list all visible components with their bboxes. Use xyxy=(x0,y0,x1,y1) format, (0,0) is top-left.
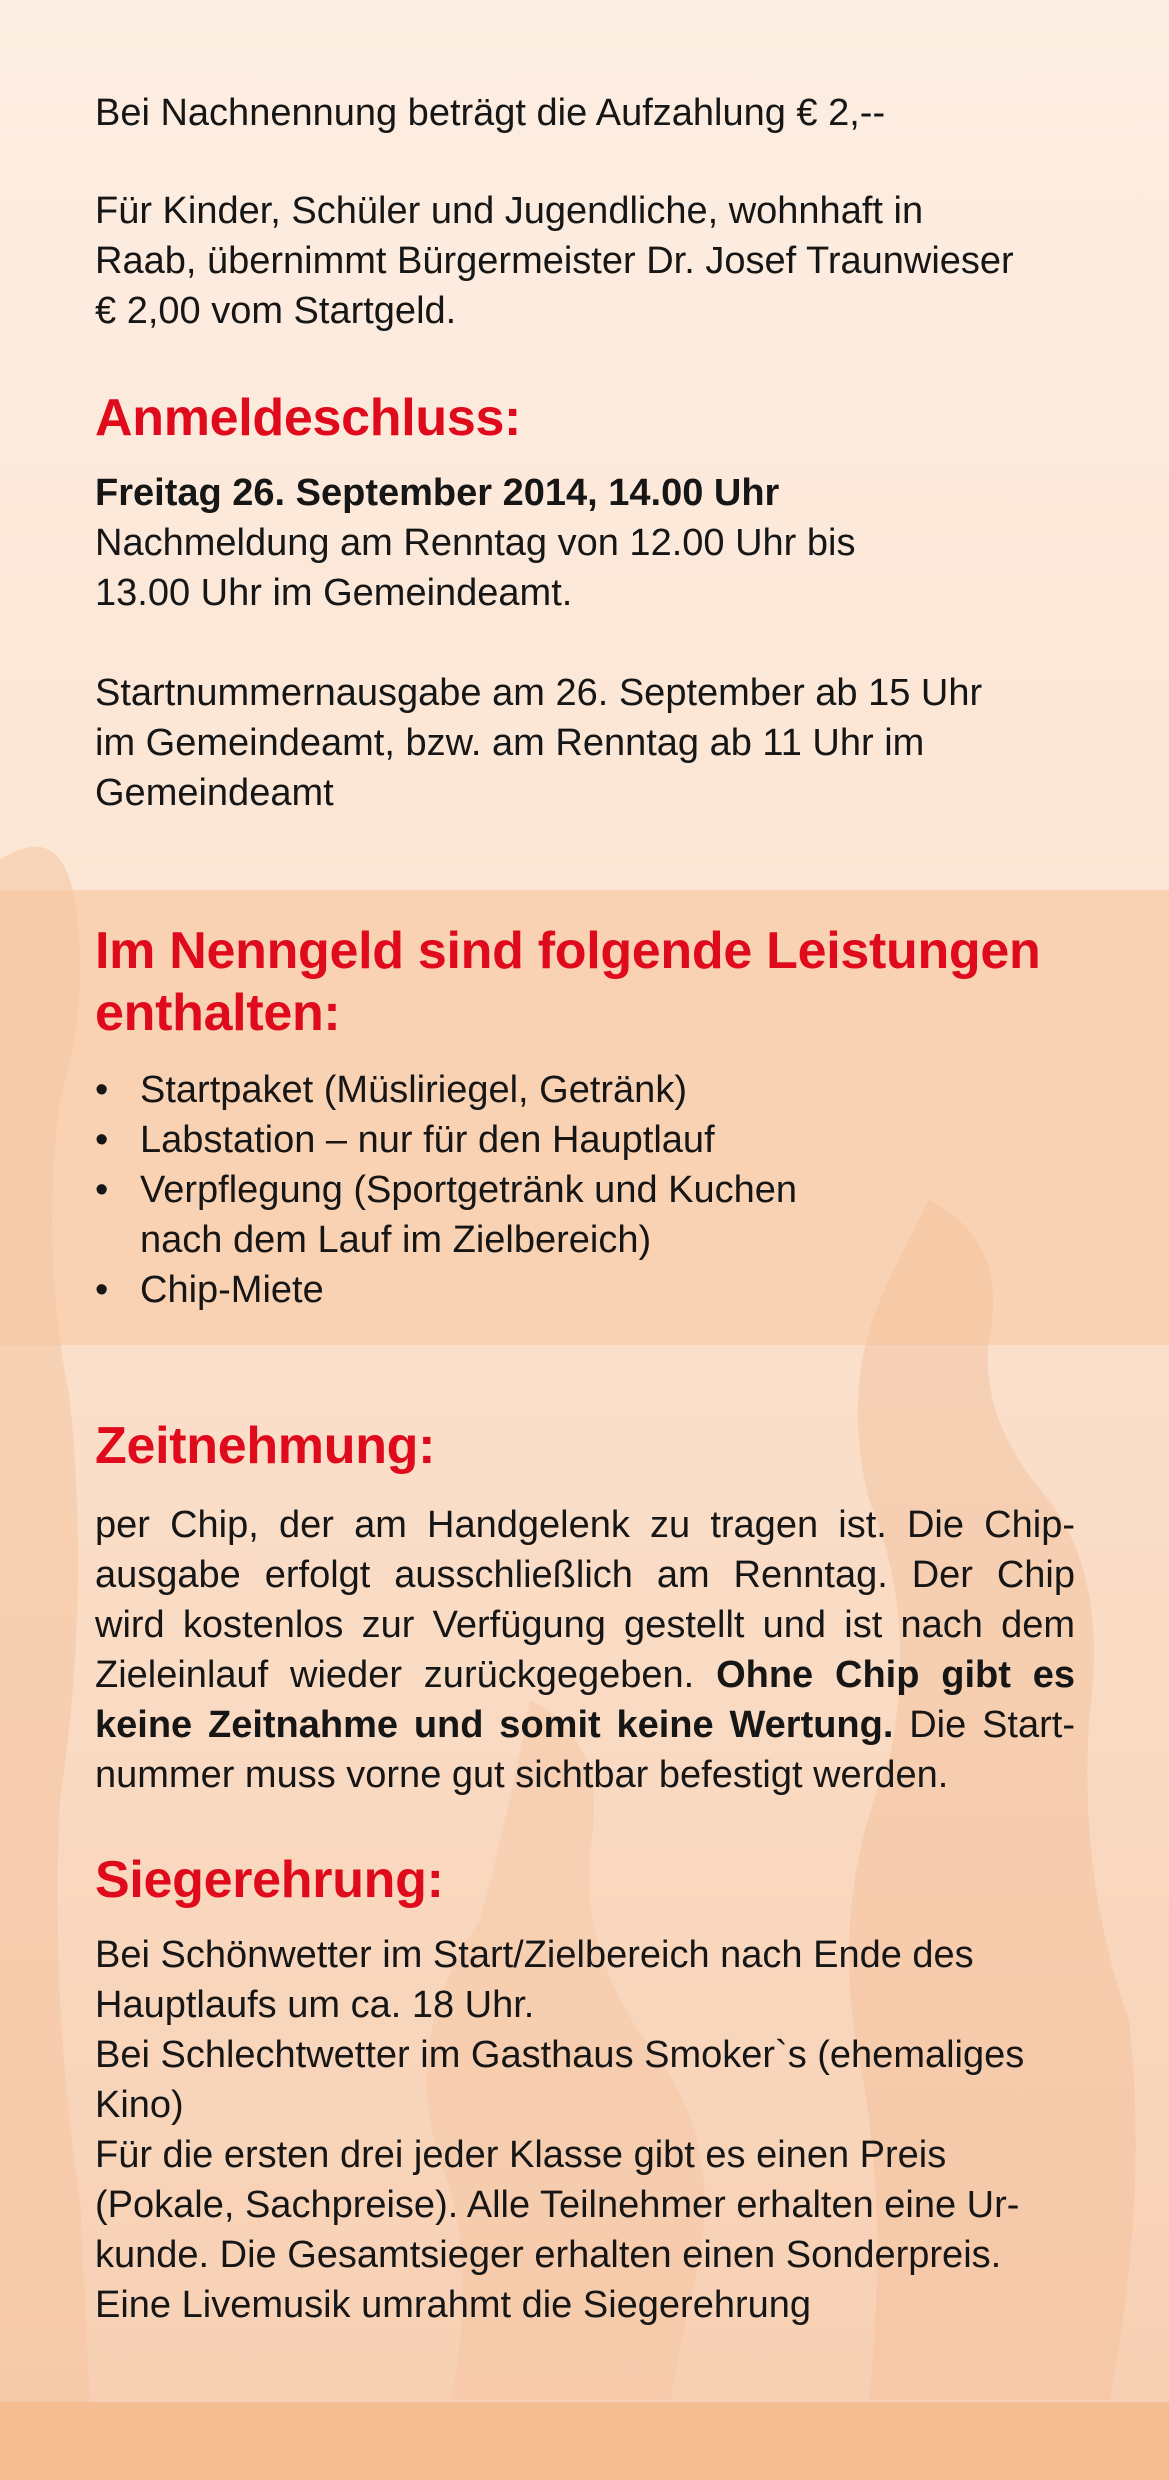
timing-warning: Ohne Chip gibt es keine Zeitnahme und somit keine Wertung. xyxy=(95,1654,1075,1746)
bullet-icon: • xyxy=(95,1069,109,1111)
bullet-icon: • xyxy=(95,1119,109,1161)
registration-deadline: Freitag 26. September 2014, 14.00 Uhr xyxy=(95,472,780,514)
services-heading: Im Nenngeld sind folgende Leistungen enthalten: xyxy=(95,922,1041,1042)
list-item: • Startpaket (Müsliriegel, Getränk) xyxy=(95,1065,797,1115)
ceremony-heading: Siegerehrung: xyxy=(95,1851,444,1909)
bullet-icon: • xyxy=(95,1169,109,1211)
services-list xyxy=(95,1065,797,1315)
registration-heading: Anmeldeschluss: xyxy=(95,389,522,447)
list-item: • Labstation – nur für den Hauptlauf xyxy=(95,1115,797,1165)
list-item-continuation: nach dem Lauf im Zielbereich) xyxy=(140,1219,652,1261)
list-item: • Chip-Miete xyxy=(95,1265,797,1315)
list-item: • Verpflegung (Sportgetränk und Kuchen nach dem Lauf im Zielbereich) xyxy=(95,1165,797,1265)
late-fee-text: Bei Nachnennung beträgt die Aufzahlung € 2,-- xyxy=(95,92,886,134)
kids-subsidy-text: Für Kinder, Schüler und Jugendliche, wohnhaft in Raab, übernimmt Bürgermeister Dr. Josef Traunwieser € 2,00 vom Startgeld. xyxy=(95,190,1014,332)
bullet-icon: • xyxy=(95,1269,109,1311)
bib-pickup-text: Startnummernausgabe am 26. September ab 15 Uhr im Gemeindeamt, bzw. am Renntag ab 11 Uhr im Gemeindeamt xyxy=(95,672,983,814)
timing-heading: Zeitnehmung: xyxy=(95,1417,436,1475)
bottom-strip xyxy=(0,2402,1169,2480)
ceremony-text: Bei Schönwetter im Start/Zielbereich nach Ende des Hauptlaufs um ca. 18 Uhr. Bei Schlechtwetter im Gasthaus Smoker`s (ehemaliges Kino) Für die ersten drei jeder Klasse gibt es einen Preis (Pokale, Sachpreise). Alle Teilnehmer erhalten eine Ur- kunde. Die Gesamtsieger erhalten einen Sonderpreis. Eine Livemusik umrahmt die Siegerehrung xyxy=(95,1934,1025,2326)
timing-text: per Chip, der am Handgelenk zu tragen ist. Die Chip-ausgabe erfolgt ausschließlich am Renntag. Der Chip wird kostenlos zur Verfügung gestellt und ist nach dem Zieleinlauf wieder zurückgegeben. Ohne Chip gibt es keine Zeitnahme und somit keine Wertung. Die Start-nummer muss vorne gut sichtbar befestigt werden. xyxy=(95,1504,1075,1796)
late-registration-text: Nachmeldung am Renntag von 12.00 Uhr bis 13.00 Uhr im Gemeindeamt. xyxy=(95,522,856,614)
